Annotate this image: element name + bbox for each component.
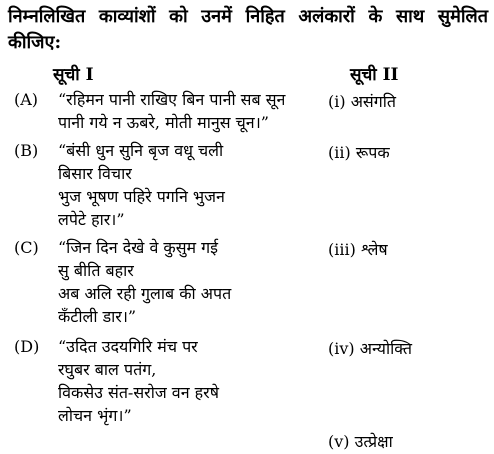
item-d-line-1: “उदित उदयगिरि मंच पर (58, 337, 198, 356)
option-i (328, 90, 396, 112)
option-iii-text: श्लेष (360, 240, 388, 259)
option-iv (328, 337, 412, 359)
option-iv-label: (iv) (328, 339, 355, 358)
option-v-text: उत्प्रेक्षा (354, 432, 393, 451)
item-d-line-3: विकसेउ संत-सरोज वन हरषे (58, 383, 219, 402)
option-iv-text: अन्योक्ति (359, 339, 412, 358)
item-c-line-3: अब अलि रही गुलाब की अपत (58, 284, 232, 303)
item-b-text (58, 139, 333, 231)
option-ii (328, 141, 390, 163)
item-c-label: (C) (14, 238, 39, 257)
item-a-text (58, 88, 333, 134)
option-iii-label: (iii) (328, 240, 356, 259)
list-2-header: सूची II (350, 65, 399, 85)
item-c-line-2: सु बीति बहार (58, 261, 134, 280)
item-d-line-2: रघुबर बाल पतंग, (58, 360, 157, 379)
item-c-line-1: “जिन दिन देखे वे कुसुम गई (58, 238, 219, 257)
item-b-line-3: भुज भूषण पहिरे पगनि भुजन (58, 187, 225, 206)
item-d-label: (D) (14, 337, 40, 356)
option-v (328, 430, 393, 452)
item-c-text (58, 236, 333, 328)
item-a-line-1: “रहिमन पानी राखिए बिन पानी सब सून (58, 90, 286, 109)
option-ii-text: रूपक (355, 143, 390, 162)
option-ii-label: (ii) (328, 143, 351, 162)
option-v-label: (v) (328, 432, 350, 451)
list-1-header: सूची I (53, 65, 94, 85)
item-b-line-1: “बंसी धुन सुनि बृज वधू चली (58, 141, 224, 160)
item-b-line-2: बिसार विचार (58, 164, 132, 183)
option-iii (328, 238, 388, 260)
question-text: निम्नलिखित काव्यांशों को उनमें निहित अलंकारों के साथ सुमेलित कीजिए: (8, 6, 488, 53)
item-a-line-2: पानी गये न ऊबरे, मोती मानुस चून।” (58, 113, 269, 132)
item-d-text (58, 335, 333, 427)
option-i-text: असंगति (350, 92, 397, 111)
item-b-line-4: लपेटे हार।” (58, 210, 125, 229)
option-i-label: (i) (328, 92, 346, 111)
item-b-label: (B) (14, 141, 39, 160)
item-d-line-4: लोचन भृंग।” (58, 406, 132, 425)
item-a-label: (A) (14, 90, 39, 109)
item-c-line-4: कँटीली डार।” (58, 307, 137, 326)
